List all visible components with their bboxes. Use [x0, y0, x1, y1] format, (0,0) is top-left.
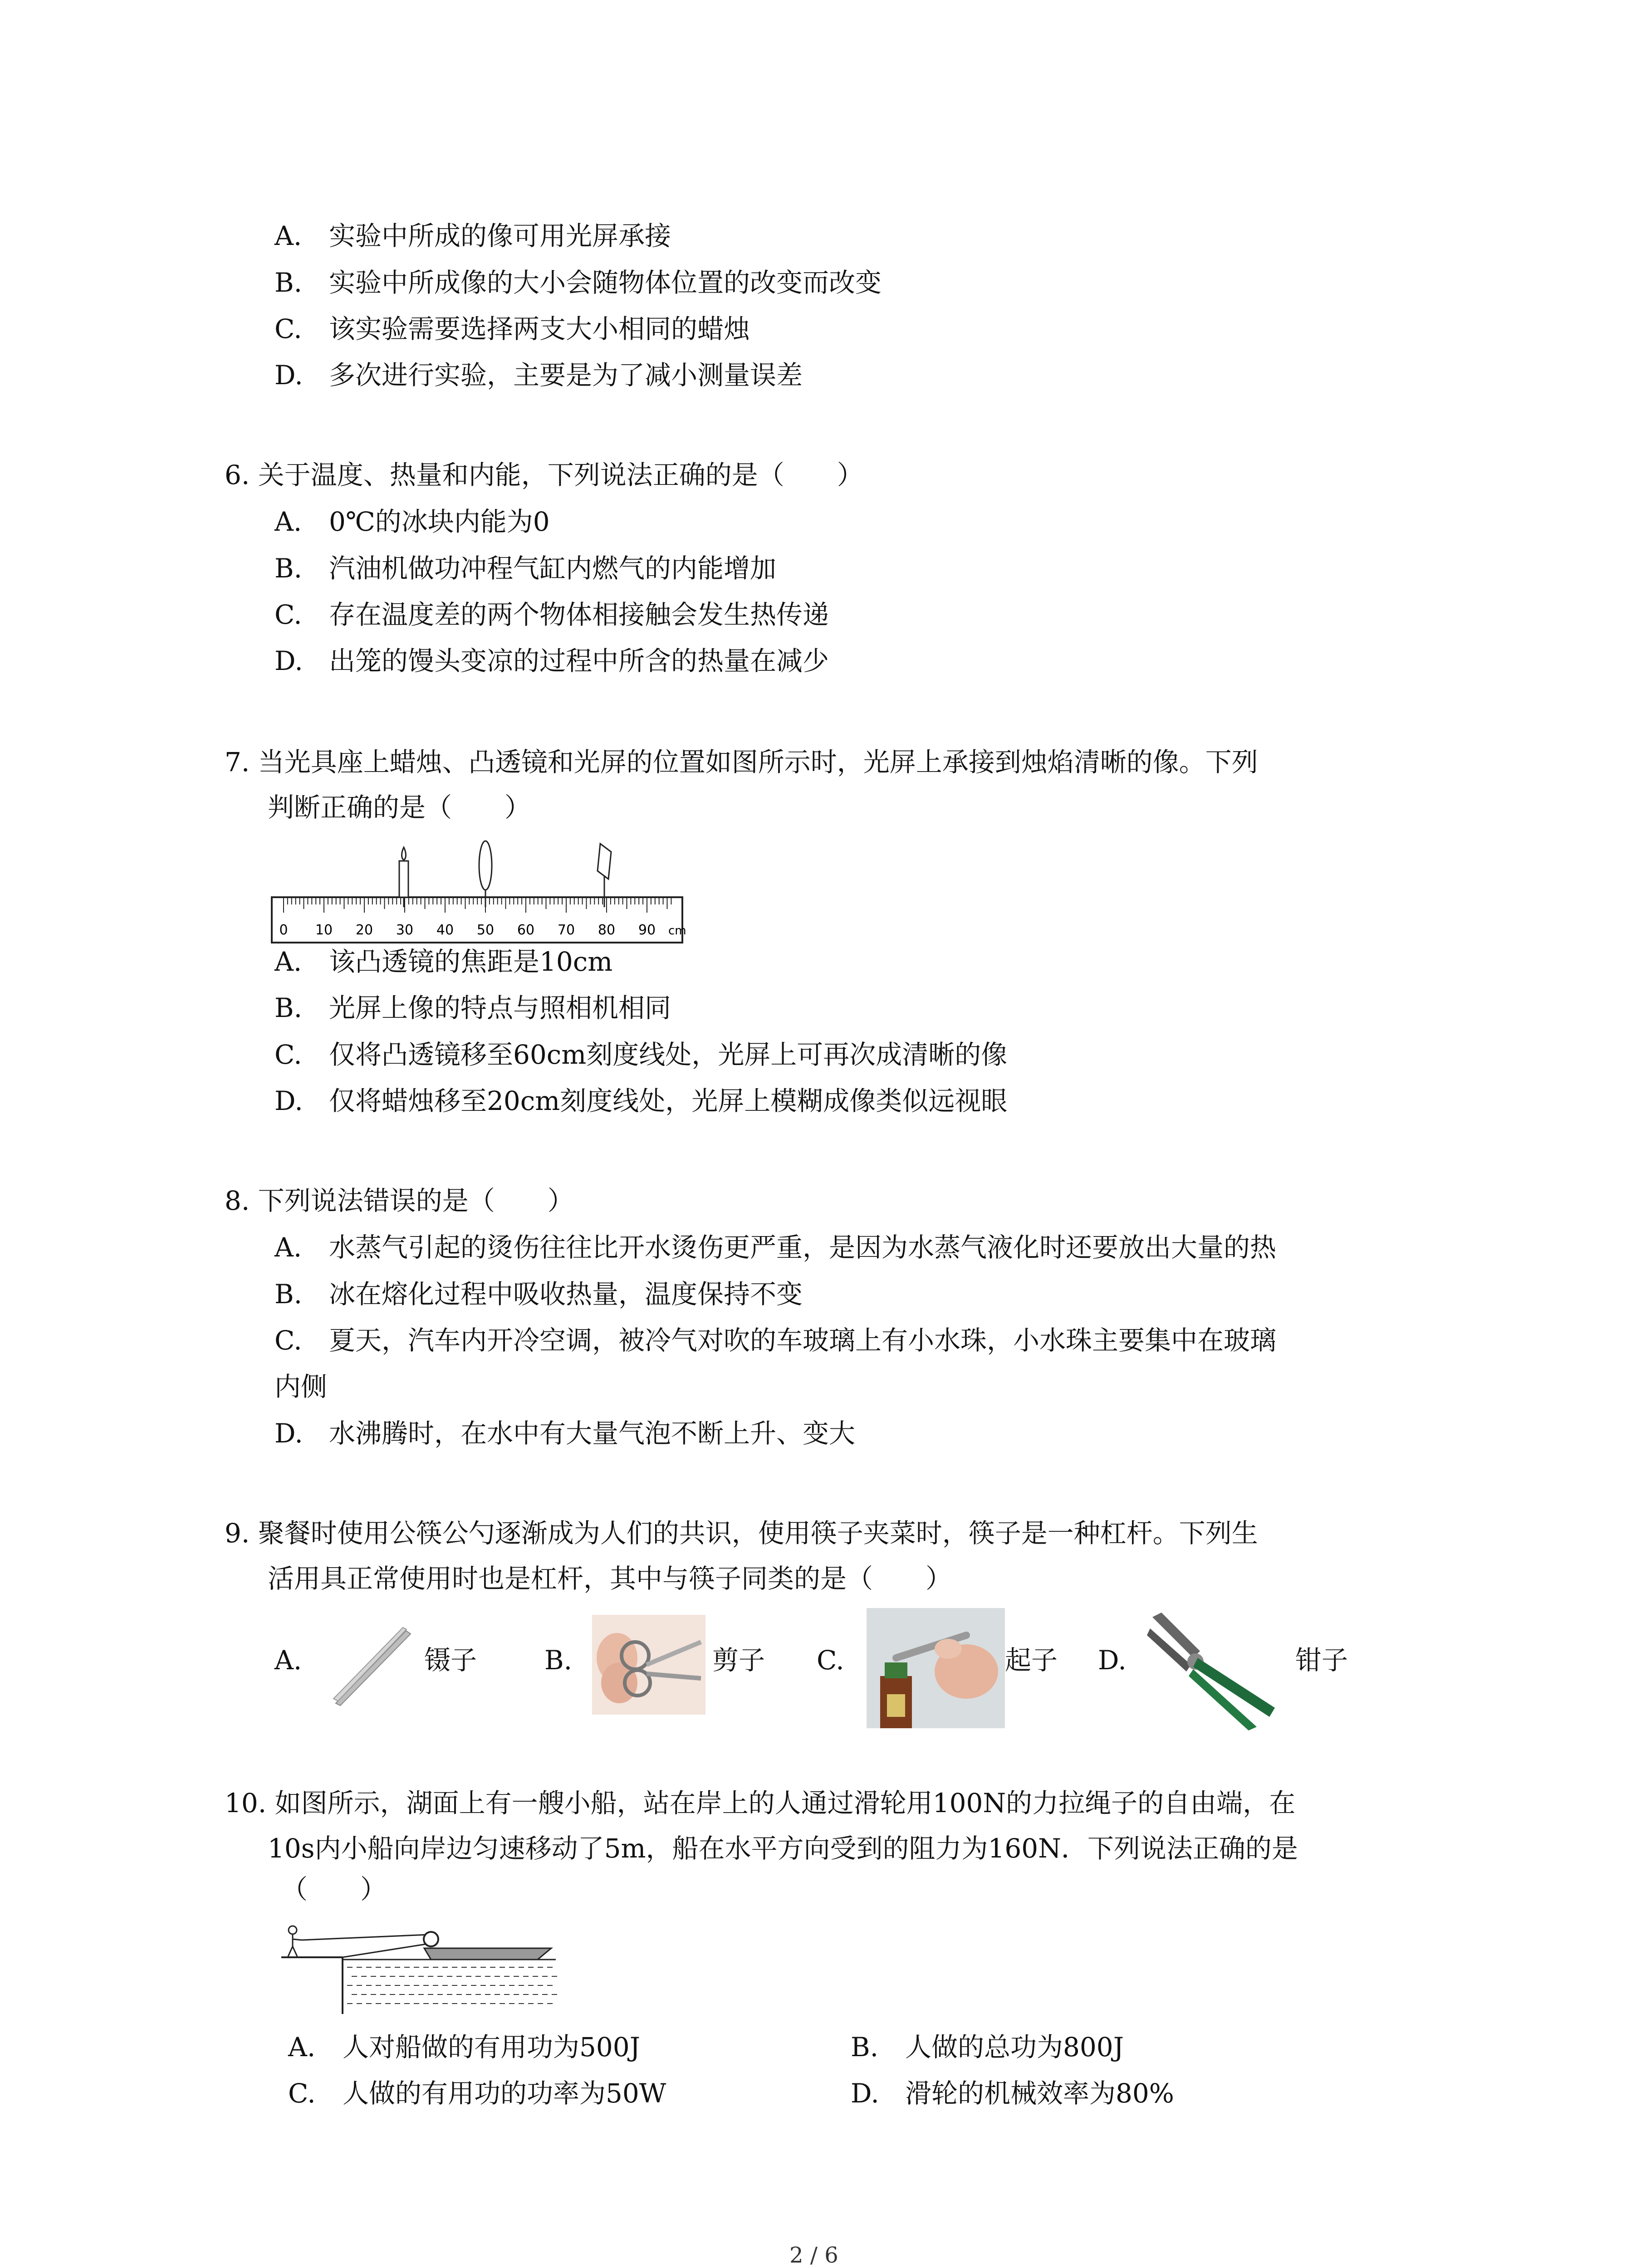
q10-stem-line1: 10. 如图所示，湖面上有一艘小船，站在岸上的人通过滑轮用100N的力拉绳子的自由端，在	[225, 1788, 1296, 1818]
q8-option-c: C. 夏天，汽车内开冷空调，被冷气对吹的车玻璃上有小水珠，小水珠主要集中在玻璃	[274, 1325, 1277, 1356]
q7-option-c: C. 仅将凸透镜移至60cm刻度线处，光屏上可再次成清晰的像	[274, 1039, 1008, 1070]
boat-icon	[424, 1948, 551, 1960]
q9-stem-line1: 9. 聚餐时使用公筷公勺逐渐成为人们的共识，使用筷子夹菜时，筷子是一种杠杆。下列生	[225, 1518, 1258, 1549]
optical-bench-figure	[270, 839, 694, 948]
q8-option-a: A. 水蒸气引起的烫伤往往比开水烫伤更严重，是因为水蒸气液化时还要放出大量的热	[274, 1232, 1277, 1263]
ruler-tick-label: 40	[436, 922, 454, 938]
ruler-tick-label: 0	[279, 922, 288, 938]
ruler-tick-label: 90	[638, 922, 656, 938]
ruler-tick-label: 20	[355, 922, 373, 938]
q9-option-a-label: 镊子	[424, 1645, 477, 1676]
boat-pulley-figure	[279, 1916, 558, 2016]
ruler-tick-label: 70	[557, 922, 575, 938]
q6-option-d: D. 出笼的馒头变凉的过程中所含的热量在减少	[274, 645, 829, 676]
ruler-tick-label: 10	[315, 922, 333, 938]
q6-stem: 6. 关于温度、热量和内能，下列说法正确的是（ ）	[225, 459, 863, 490]
page-number: 2 / 6	[789, 2243, 838, 2268]
q5-option-b: B. 实验中所成像的大小会随物体位置的改变而改变	[274, 267, 882, 298]
q5-option-a: A. 实验中所成的像可用光屏承接	[274, 220, 671, 251]
q9-option-a-letter: A.	[274, 1645, 302, 1676]
water-hatching	[347, 1967, 557, 2004]
q8-option-b: B. 冰在熔化过程中吸收热量，温度保持不变	[274, 1279, 803, 1310]
q7-stem-line2: 判断正确的是（ ）	[268, 792, 531, 823]
q9-option-c-letter: C.	[817, 1645, 844, 1676]
q8-option-c-continued: 内侧	[274, 1371, 328, 1402]
q10-option-b: B. 人做的总功为800J	[851, 2032, 1124, 2063]
person-icon	[288, 1926, 302, 1956]
ruler-tick-label: 80	[598, 922, 616, 938]
q5-option-c: C. 该实验需要选择两支大小相同的蜡烛	[274, 313, 750, 344]
q7-option-b: B. 光屏上像的特点与照相机相同	[274, 992, 671, 1023]
q6-option-a: A. 0℃的冰块内能为0	[274, 506, 550, 537]
ruler-tick-label: 30	[396, 922, 414, 938]
q9-option-d-letter: D.	[1098, 1645, 1127, 1676]
q8-stem: 8. 下列说法错误的是（ ）	[225, 1185, 574, 1216]
q10-option-c: C. 人做的有用功的功率为50W	[288, 2078, 666, 2109]
q9-option-d-label: 钳子	[1295, 1645, 1348, 1676]
q10-stem-line3: （ ）	[281, 1874, 387, 1905]
q10-option-d: D. 滑轮的机械效率为80%	[851, 2078, 1174, 2109]
q7-option-a: A. 该凸透镜的焦距是10cm	[274, 946, 613, 977]
ruler-tick-label: 60	[517, 922, 535, 938]
q6-option-c: C. 存在温度差的两个物体相接触会发生热传递	[274, 599, 829, 630]
q9-option-b-label: 剪子	[712, 1645, 765, 1676]
q9-option-b-letter: B.	[544, 1645, 573, 1676]
q8-option-d: D. 水沸腾时，在水中有大量气泡不断上升、变大	[274, 1418, 856, 1449]
pulley-icon	[424, 1932, 438, 1946]
scissors-icon	[592, 1615, 705, 1715]
ruler-tick-label: 50	[476, 922, 495, 938]
tweezers-icon	[327, 1619, 417, 1710]
q7-option-d: D. 仅将蜡烛移至20cm刻度线处，光屏上模糊成像类似远视眼	[274, 1085, 1008, 1116]
q9-stem-line2: 活用具正常使用时也是杠杆，其中与筷子同类的是（ ）	[268, 1563, 952, 1594]
q5-option-d: D. 多次进行实验，主要是为了减小测量误差	[274, 360, 803, 391]
ruler-unit-label: cm	[668, 924, 686, 938]
q10-option-a: A. 人对船做的有用功为500J	[288, 2032, 640, 2063]
pliers-icon	[1143, 1608, 1279, 1730]
q6-option-b: B. 汽油机做功冲程气缸内燃气的内能增加	[274, 553, 777, 584]
bottle-opener-icon	[867, 1608, 1005, 1728]
q10-stem-line2: 10s内小船向岸边匀速移动了5m，船在水平方向受到的阻力为160N．下列说法正确的是	[268, 1833, 1298, 1864]
q9-option-c-label: 起子	[1005, 1645, 1058, 1676]
q7-stem-line1: 7. 当光具座上蜡烛、凸透镜和光屏的位置如图所示时，光屏上承接到烛焰清晰的像。下列	[225, 747, 1258, 777]
